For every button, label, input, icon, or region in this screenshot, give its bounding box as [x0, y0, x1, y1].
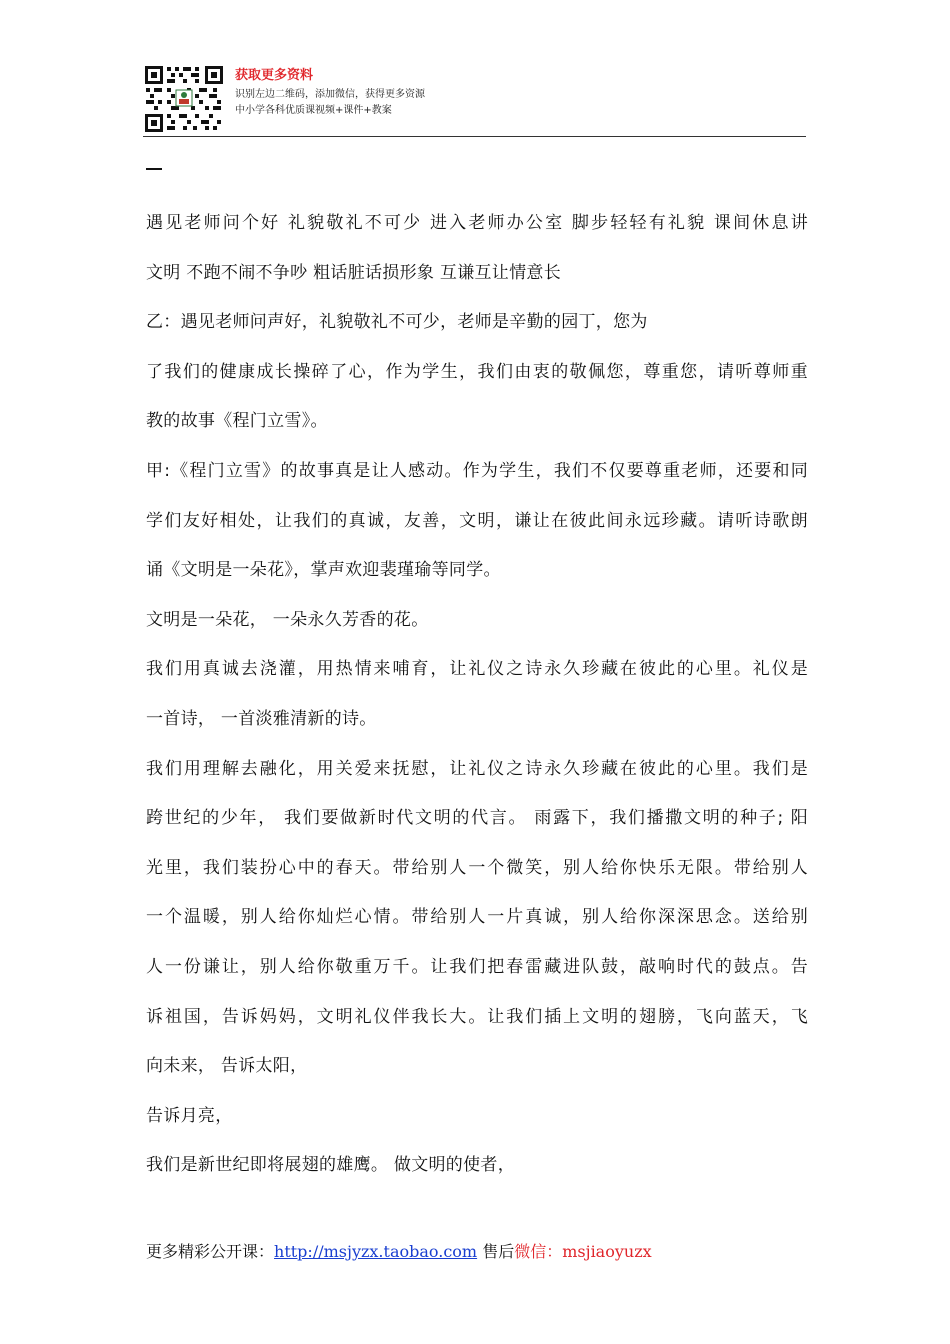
text-line: 人一份谦让，别人给你敬重万千。让我们把春雷藏进队鼓，敲响时代的鼓点。告 — [146, 956, 808, 977]
text-line: 乙：遇见老师问声好，礼貌敬礼不可少，老师是辛勤的园丁，您为 — [146, 312, 648, 333]
header-divider — [143, 136, 806, 137]
text-line: 我们用理解去融化，用关爱来抚慰，让礼仪之诗永久珍藏在彼此的心里。我们是 — [146, 758, 808, 779]
header-title: 获取更多资料 — [235, 68, 314, 83]
text-line: 甲:《程门立雪》的故事真是让人感动。作为学生，我们不仅要尊重老师，还要和同 — [146, 460, 808, 481]
text-line: 跨世纪的少年， 我们要做新时代文明的代言。 雨露下，我们播撒文明的种子; 阳 — [146, 808, 808, 829]
header-text-block — [235, 68, 425, 119]
text-line: 了我们的健康成长操碎了心，作为学生，我们由衷的敬佩您，尊重您，请听尊师重 — [146, 361, 808, 382]
qr-code-icon — [143, 64, 225, 134]
text-line: 文明 不跑不闹不争吵 粗话脏话损形象 互谦互让情意长 — [146, 262, 562, 283]
text-line: 学们友好相处，让我们的真诚，友善，文明，谦让在彼此间永远珍藏。请听诗歌朗 — [146, 510, 808, 531]
footer-wechat-label: 微信： — [514, 1242, 563, 1261]
document-body — [146, 203, 808, 1195]
text-line: 向未来， 告诉太阳， — [146, 1056, 308, 1077]
text-line: 一首诗， 一首淡雅清新的诗。 — [146, 708, 377, 729]
header-subtitle-2: 中小学各科优质课视频+课件+教案 — [235, 105, 392, 116]
text-line: 教的故事《程门立雪》。 — [146, 411, 328, 432]
text-line: 文明是一朵花， 一朵永久芳香的花。 — [146, 609, 429, 630]
footer-link[interactable]: http://msjyzx.taobao.com — [274, 1242, 478, 1261]
dash-mark — [146, 168, 162, 170]
page-footer — [146, 1240, 652, 1264]
text-line: 诉祖国，告诉妈妈，文明礼仪伴我长大。让我们插上文明的翅膀，飞向蓝天，飞 — [146, 1006, 808, 1027]
text-line: 遇见老师问个好 礼貌敬礼不可少 进入老师办公室 脚步轻轻有礼貌 课间休息讲 — [146, 213, 808, 233]
text-line: 告诉月亮， — [146, 1105, 233, 1126]
footer-wechat-id: msjiaoyuzx — [562, 1242, 652, 1261]
text-line: 我们用真诚去浇灌，用热情来哺育，让礼仪之诗永久珍藏在彼此的心里。礼仪是 — [146, 659, 808, 680]
text-line: 我们是新世纪即将展翅的雄鹰。 做文明的使者， — [146, 1155, 516, 1176]
header-subtitle-1: 识别左边二维码，添加微信，获得更多资源 — [235, 89, 425, 100]
page-header — [143, 64, 806, 136]
text-line: 光里，我们装扮心中的春天。带给别人一个微笑，别人给你快乐无限。带给别人 — [146, 857, 808, 878]
text-line: 诵《文明是一朵花》，掌声欢迎裴瑾瑜等同学。 — [146, 560, 501, 581]
footer-middle: 售后 — [477, 1242, 515, 1261]
footer-prefix: 更多精彩公开课： — [146, 1242, 275, 1261]
text-line: 一个温暖，别人给你灿烂心情。带给别人一片真诚，别人给你深深思念。送给别 — [146, 907, 808, 928]
